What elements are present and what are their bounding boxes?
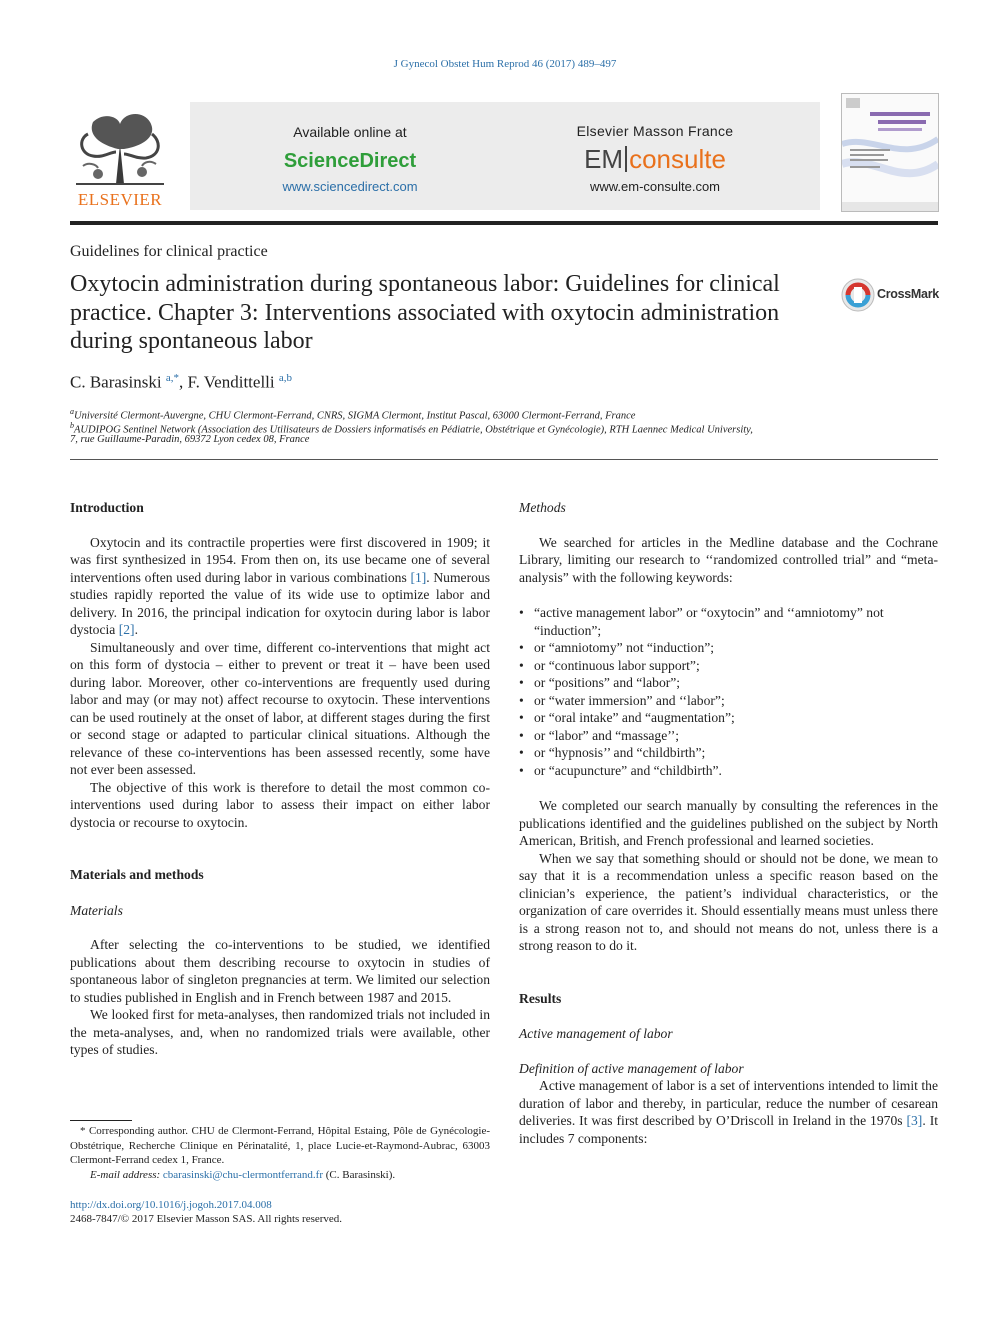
corresponding-author-footnote [70, 1124, 490, 1182]
materials-paragraph: We looked first for meta-analyses, then randomized trials not included in the meta-analyses, and, when no randomized trials were available, other types of studies. [70, 1007, 490, 1057]
methods-heading: Methods [519, 500, 566, 515]
sciencedirect-link[interactable]: www.sciencedirect.com [282, 179, 418, 194]
copyright-line: 2468-7847/© 2017 Elsevier Masson SAS. All rights reserved. [70, 1213, 343, 1225]
right-column [519, 499, 938, 1147]
affiliation-marker: a [70, 407, 74, 416]
citation-link[interactable]: [3] [906, 1113, 923, 1128]
em-france-label: Elsevier Masson France [576, 123, 734, 139]
crossmark-label: CrossMark [877, 287, 939, 301]
footnote-text [70, 1124, 490, 1168]
intro-paragraph: Simultaneously and over time, different co-interventions that might act on this form of dystocia – either to prevent or treat it – have been used during labor. Moreover, other co-interventions are frequently used during labor and may (or may not) affect recourse to oxytocin. These interventions can be used routinely at the onset of labor, at different stages during the first or second stage or adapted to particular clinical situations. Although the relevance of these co-interventions has been assessed recently, some have not ever been assessed. [70, 639, 490, 777]
sciencedirect-logo: ScienceDirect [283, 150, 417, 172]
left-column [70, 499, 490, 1059]
affiliation-rule [70, 459, 938, 460]
elsevier-tree-icon [68, 104, 172, 190]
citation-link[interactable]: [1] [410, 569, 427, 585]
results-heading: Results [519, 990, 562, 1006]
active-management-heading: Active management of labor [519, 1026, 673, 1041]
email-label: E-mail address: [90, 1168, 161, 1181]
crossmark-button[interactable] [841, 278, 941, 314]
methods-paragraph: We completed our search manually by consulting the references in the publications identified and the guidelines published on the subject by North American, British, and French professional and learned societies. [519, 798, 938, 848]
citation-link[interactable]: [2] [118, 622, 135, 637]
footnote-email-line [70, 1168, 490, 1183]
paragraph-text: . Numerous studies rapidly reported the value of its wide use to optimize labor and delivery. In 2016, the principal indication for oxytocin during labor is labor dystocia [70, 569, 490, 637]
em-consulte-link[interactable]: www.em-consulte.com [589, 179, 721, 194]
author-separator: , [179, 372, 188, 392]
list-item: • “active management labor” or “oxytocin” and ‘‘amniotomy” not “induction”; [519, 604, 938, 639]
elsevier-logo [68, 104, 172, 210]
em-logo-divider [625, 146, 627, 172]
affiliation-text: AUDIPOG Sentinel Network (Association des Utilisateurs de Dossiers informatisés en Pédiatrie, Obstétrique et Gynécologie), RTH Laennec Medical University, [74, 424, 753, 436]
footnote-body: Corresponding author. CHU de Clermont-Ferrand, Hôpital Estaing, Pôle de Gynécologie-Obstétrique, Recherche Clinique en Périnatalité, 1, place Lucie-et-Raymond-Aubrac, 63003 Clermont-Ferrand cedex 1, France. [70, 1125, 490, 1166]
list-item: • or “hypnosis’’ and “childbirth”; [519, 744, 938, 762]
em-logo-left: EM [584, 144, 624, 174]
header-rule [70, 221, 938, 225]
paragraph-text: . [134, 622, 138, 637]
author-name: F. Vendittelli [187, 372, 275, 392]
em-consulte-logo [545, 144, 765, 175]
intro-paragraph: The objective of this work is therefore to detail the most common co-interventions used during labor to assess their impact on either labor dystocia or recourse to oxytocin. [70, 779, 490, 830]
journal-reference[interactable]: J Gynecol Obstet Hum Reprod 46 (2017) 489–497 [393, 58, 617, 70]
article-title: Oxytocin administration during spontaneous labor: Guidelines for clinical practice. Chapter 3: Interventions associated with oxytocin administration during spontaneous labor [70, 271, 780, 354]
elsevier-wordmark: ELSEVIER [77, 190, 163, 209]
footnote-marker: * [80, 1125, 86, 1137]
journal-cover-thumbnail [841, 93, 939, 212]
materials-methods-heading: Materials and methods [70, 867, 204, 882]
list-item: • or “labor” and “massage’’; [519, 727, 938, 745]
materials-paragraph: After selecting the co-interventions to be studied, we identified publications about them describing recourse to oxytocin in studies of spontaneous labor of singleton pregnancies at term. We limited our selection to studies published in English and in French between 1987 and 2015. [70, 937, 490, 1005]
paragraph-text: Active management of labor is a set of interventions intended to limit the duration of labor and thereby, in particular, reduce the number of cesarean deliveries. It was first described by O’Driscoll in Ireland in the 1970s [519, 1078, 938, 1128]
list-item: • or “oral intake” and “augmentation”; [519, 709, 938, 727]
available-online-label: Available online at [293, 124, 407, 140]
paragraph-text: Oxytocin and its contractile properties were first discovered in 1909; it was first synthesized in 1954. From then on, its use became one of several interventions often used during labor in various combinations [70, 534, 490, 585]
journal-cover-image-icon [842, 94, 938, 211]
author-affiliation-link[interactable]: a,* [165, 372, 179, 384]
em-logo-right: consulte [629, 144, 726, 174]
materials-heading: Materials [70, 902, 123, 918]
list-item: • or “continuous labor support”; [519, 657, 938, 675]
methods-paragraph: When we say that something should or should not be done, we mean to say that it is a recommendation unless a specific reason based on the clinician’s experience, the patient’s individual characteristics, or the organization of care overrides it. Should essentially means must unless there is a strong reason not to, and should not means do not, unless there is a strong reason to do it. [519, 850, 938, 953]
crossmark-icon [841, 278, 875, 314]
affiliation-text: Université Clermont-Auvergne, CHU Clermont-Ferrand, CNRS, SIGMA Clermont, Institut Pascal, 63000 Clermont-Ferrand, France [74, 410, 636, 422]
introduction-heading: Introduction [70, 500, 144, 515]
list-item: • or “water immersion” and ‘‘labor”; [519, 692, 938, 710]
methods-paragraph: We searched for articles in the Medline database and the Cochrane Library, limiting our research to ‘‘randomized controlled trial” and “meta-analysis” with the following keywords: [519, 534, 938, 585]
affiliation-b-address: 7, rue Guillaume-Paradin, 69372 Lyon cedex 08, France [70, 434, 310, 445]
email-link[interactable]: cbarasinski@chu-clermontferrand.fr [162, 1168, 324, 1181]
author-affiliation-link[interactable]: a,b [278, 372, 292, 384]
article-section-label: Guidelines for clinical practice [70, 243, 268, 260]
list-item: • or “positions” and “labor”; [519, 674, 938, 692]
list-item: • or “amniotomy” not “induction”; [519, 639, 938, 657]
list-item: • or “acupuncture” and “childbirth”. [519, 762, 938, 780]
footnote-rule [70, 1120, 132, 1121]
email-suffix: (C. Barasinski). [323, 1168, 396, 1181]
paragraph-text: . It includes 7 components: [519, 1113, 938, 1146]
definition-paragraph [519, 1077, 938, 1147]
definition-heading: Definition of active management of labor [519, 1060, 744, 1076]
keyword-list [519, 604, 938, 779]
doi-link[interactable]: http://dx.doi.org/10.1016/j.jogoh.2017.04.008 [70, 1199, 272, 1211]
intro-paragraph [70, 534, 490, 639]
author-list [70, 372, 292, 393]
affiliation-marker: b [70, 421, 74, 430]
author-name: C. Barasinski [70, 372, 162, 392]
